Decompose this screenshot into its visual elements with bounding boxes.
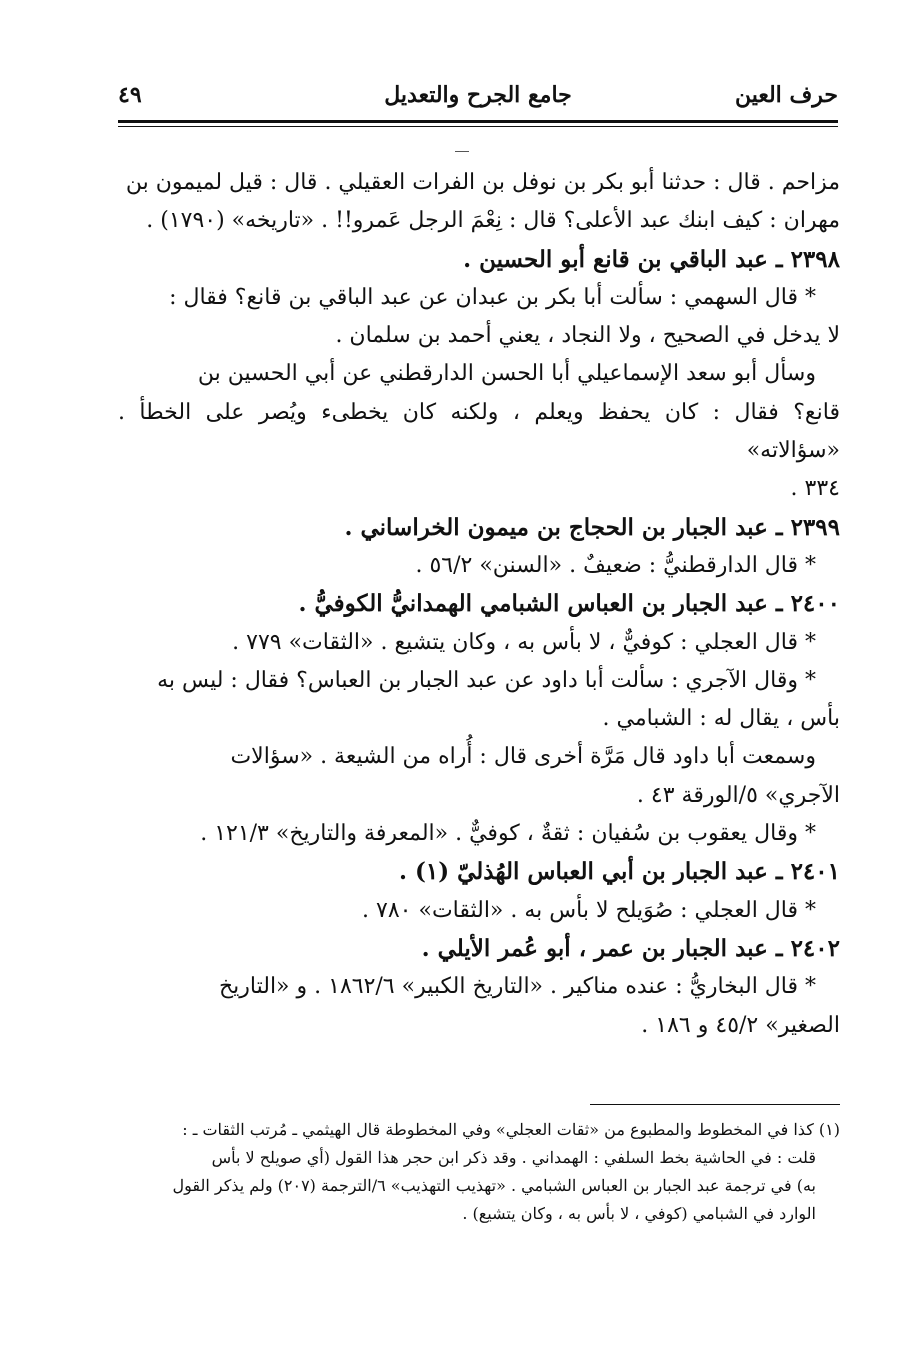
text-line: ٣٣٤ . xyxy=(790,476,840,502)
text-line: قانع؟ فقال : كان يحفظ ويعلم ، ولكنه كان يخطىء ويُصر على الخطأ . «سؤالاته» xyxy=(118,399,840,464)
section-mark xyxy=(455,151,469,152)
header-rule-thick xyxy=(118,120,838,123)
entry-heading: ٢٤٠٢ ـ عبد الجبار بن عمر ، أبو عُمر الأيلي . xyxy=(421,934,840,962)
text-line: مزاحم . قال : حدثنا أبو بكر بن نوفل بن الفرات العقيلي . قال : قيل لميمون بن xyxy=(125,170,840,195)
text-line: * وقال يعقوب بن سُفيان : ثقةٌ ، كوفيٌّ . «المعرفة والتاريخ» ١٢١/٣ . xyxy=(200,821,816,847)
main-text xyxy=(118,164,840,1045)
entry-heading: ٢٤٠١ ـ عبد الجبار بن أبي العباس الهُذليّ (١) . xyxy=(398,858,840,886)
footnote-line: به) في ترجمة عبد الجبار بن العباس الشبامي . «تهذيب التهذيب» ٦/الترجمة (٢٠٧) ولم يذكر القول xyxy=(172,1176,816,1195)
footnotes xyxy=(118,1116,840,1228)
text-line: * قال البخاريُّ : عنده مناكير . «التاريخ الكبير» ١٨٦٢/٦ . و «التاريخ xyxy=(218,974,816,1000)
entry-heading: ٢٤٠٠ ـ عبد الجبار بن العباس الشبامي الهمدانيُّ الكوفيُّ . xyxy=(298,590,840,618)
text-line: بأس ، يقال له : الشبامي . xyxy=(602,706,840,732)
footnote-line: قلت : في الحاشية بخط السلفي : الهمداني . وقد ذكر ابن حجر هذا القول (أي صويلح لا بأس xyxy=(211,1148,816,1167)
page-header xyxy=(118,76,838,120)
text-line: * قال العجلي : صُوَيلح لا بأس به . «الثقات» ٧٨٠ . xyxy=(362,897,816,923)
book-title: جامع الجرح والتعديل xyxy=(384,82,572,108)
text-line: * وقال الآجري : سألت أبا داود عن عبد الجبار بن العباس؟ فقال : ليس به xyxy=(157,667,816,693)
text-line: * قال العجلي : كوفيٌّ ، لا بأس به ، وكان يتشيع . «الثقات» ٧٧٩ . xyxy=(232,629,816,655)
text-line: لا يدخل في الصحيح ، ولا النجاد ، يعني أحمد بن سلمان . xyxy=(335,323,840,349)
footnote-line: الوارد في الشبامي (كوفي ، لا بأس به ، وكان يتشيع) . xyxy=(462,1204,816,1223)
text-line: وسمعت أبا داود قال مَرَّة أخرى قال : أُراه من الشيعة . «سؤالات xyxy=(230,744,816,770)
header-rule-thin xyxy=(118,126,838,127)
text-line: وسأل أبو سعد الإسماعيلي أبا الحسن الدارقطني عن أبي الحسين بن xyxy=(197,361,816,387)
page-number: ٤٩ xyxy=(118,82,142,108)
text-line: * قال الدارقطنيُّ : ضعيفٌ . «السنن» ٥٦/٢ . xyxy=(415,552,816,578)
text-line: * قال السهمي : سألت أبا بكر بن عبدان عن عبد الباقي بن قانع؟ فقال : xyxy=(169,284,816,310)
chapter-title: حرف العين xyxy=(734,82,838,108)
text-line: الصغير» ٤٥/٢ و ١٨٦ . xyxy=(641,1012,840,1038)
entry-heading: ٢٣٩٩ ـ عبد الجبار بن الحجاج بن ميمون الخراساني . xyxy=(344,513,840,541)
text-line: مهران : كيف ابنك عبد الأعلى؟ قال : نِعْمَ الرجل عَمرو!! . «تاريخه» (١٧٩٠) . xyxy=(146,208,840,234)
entry-heading: ٢٣٩٨ ـ عبد الباقي بن قانع أبو الحسين . xyxy=(463,245,840,273)
footnote-line: (١) كذا في المخطوط والمطبوع من «ثقات العجلي» وفي المخطوطة قال الهيثمي ـ مُرتب الثقات ـ : xyxy=(182,1120,840,1139)
footnote-rule xyxy=(590,1104,840,1105)
text-line: الآجري» ٥/الورقة ٤٣ . xyxy=(636,782,840,808)
